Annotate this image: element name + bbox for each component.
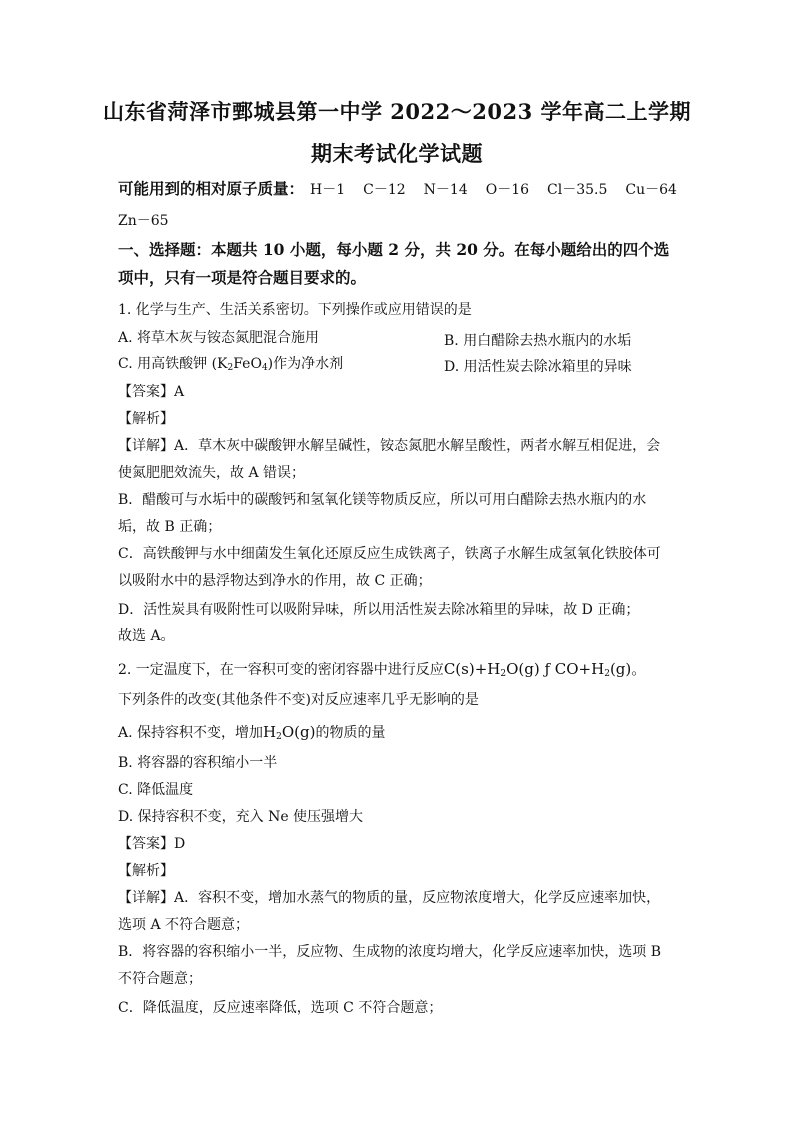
q2-eq-part-a: C(s)+H (443, 660, 501, 678)
section-heading-line2: 项中，只有一项是符合题目要求的。 (118, 268, 367, 287)
mass-n: N－14 (423, 182, 468, 198)
q2-answer: 【答案】D (118, 836, 186, 852)
q1-detail-1: 【详解】A．草木灰中碳酸钾水解呈碱性，铵态氮肥水解呈酸性，两者水解互相促进，会 (118, 438, 661, 454)
q2-detail-5: C．降低温度，反应速率降低，选项 C 不符合题意； (118, 1000, 443, 1016)
q2-option-a-formula-sub: 2 (276, 732, 282, 742)
q2-option-d: D. 保持容积不变，充入 Ne 使压强增大 (118, 809, 364, 825)
q1-option-c-sub1: 2 (227, 363, 234, 373)
q1-option-c-sub2: 4 (261, 363, 268, 373)
q2-eq-sub1: 2 (500, 669, 507, 679)
mass-cu: Cu－64 (625, 182, 677, 198)
masses-label: 可能用到的相对原子质量： (118, 179, 305, 198)
q2-option-a (118, 723, 385, 743)
q2-eq-part-c: (g)。 (609, 660, 647, 678)
q1-analysis: 【解析】 (118, 411, 174, 427)
q2-eq-part-b: O(g) ƒ CO+H (506, 660, 605, 678)
mass-cl: Cl－35.5 (547, 182, 608, 198)
q1-detail-6: 以吸附水中的悬浮物达到净水的作用，故 C 正确； (118, 573, 432, 589)
page-title-line2: 期末考试化学试题 (311, 141, 483, 166)
q2-option-b: B. 将容器的容积缩小一半 (118, 755, 278, 771)
mass-zn: Zn－65 (118, 213, 169, 229)
q2-eq-sub2: 2 (604, 669, 610, 679)
q1-option-c-text: C. 用高铁酸钾 (K (118, 356, 228, 372)
q2-analysis: 【解析】 (118, 863, 174, 879)
q2-stem-text: 2. 一定温度下，在一容积可变的密闭容器中进行反应 (118, 662, 444, 678)
q1-detail-5: C．高铁酸钾与水中细菌发生氧化还原反应生成铁离子，铁离子水解生成氢氧化铁胶体可 (118, 546, 661, 562)
q2-option-a-formula-a: H (263, 723, 277, 741)
q2-equation (444, 660, 646, 678)
mass-h: H－1 (310, 182, 346, 198)
q1-detail-4: 垢，故 B 正确； (118, 519, 222, 535)
q1-option-c-mid: FeO (233, 356, 262, 372)
q1-detail-2: 使氮肥肥效流失，故 A 错误； (118, 465, 306, 481)
q1-option-c-post: )作为净水剂 (267, 356, 344, 372)
page-title-line1: 山东省菏泽市鄄城县第一中学 2022～2023 学年高二上学期 (102, 99, 691, 124)
q1-detail-8: 故选 A。 (118, 628, 175, 644)
q1-stem: 1. 化学与生产、生活关系密切。下列操作或应用错误的是 (118, 302, 472, 318)
q1-option-a: A. 将草木灰与铵态氮肥混合施用 (118, 330, 320, 346)
q1-detail-7: D．活性炭具有吸附性可以吸附异味，所以用活性炭去除冰箱里的异味，故 D 正确； (118, 602, 640, 618)
mass-o: O－16 (485, 182, 530, 198)
q2-option-a-post: 的物质的量 (315, 725, 386, 741)
section-heading-line1: 一、选择题：本题共 10 小题，每小题 2 分，共 20 分。在每小题给出的四个选 (118, 240, 670, 259)
q2-detail-2: 选项 A 不符合题意； (118, 917, 250, 933)
atomic-masses (118, 180, 695, 199)
q2-stem-2: 下列条件的改变(其他条件不变)对反应速率几乎无影响的是 (118, 692, 479, 708)
q2-option-c: C. 降低温度 (118, 782, 194, 798)
q2-stem (118, 660, 646, 680)
q1-option-b: B. 用白醋除去热水瓶内的水垢 (444, 333, 632, 349)
mass-c: C－12 (363, 182, 406, 198)
q2-detail-4: 不符合题意； (118, 971, 202, 987)
q2-detail-3: B．将容器的容积缩小一半，反应物、生成物的浓度均增大，化学反应速率加快，选项 B (118, 944, 662, 960)
q1-option-d: D. 用活性炭去除冰箱里的异味 (444, 359, 632, 375)
q1-detail-3: B．醋酸可与水垢中的碳酸钙和氢氧化镁等物质反应，所以可用白醋除去热水瓶内的水 (118, 492, 647, 508)
q2-option-a-text: A. 保持容积不变，增加 (118, 725, 264, 741)
q1-option-c (118, 356, 343, 374)
q2-option-a-formula-b: O(g) (281, 723, 316, 741)
q1-answer: 【答案】A (118, 384, 185, 400)
q2-detail-1: 【详解】A．容积不变，增加水蒸气的物质的量，反应物浓度增大，化学反应速率加快， (118, 890, 661, 906)
